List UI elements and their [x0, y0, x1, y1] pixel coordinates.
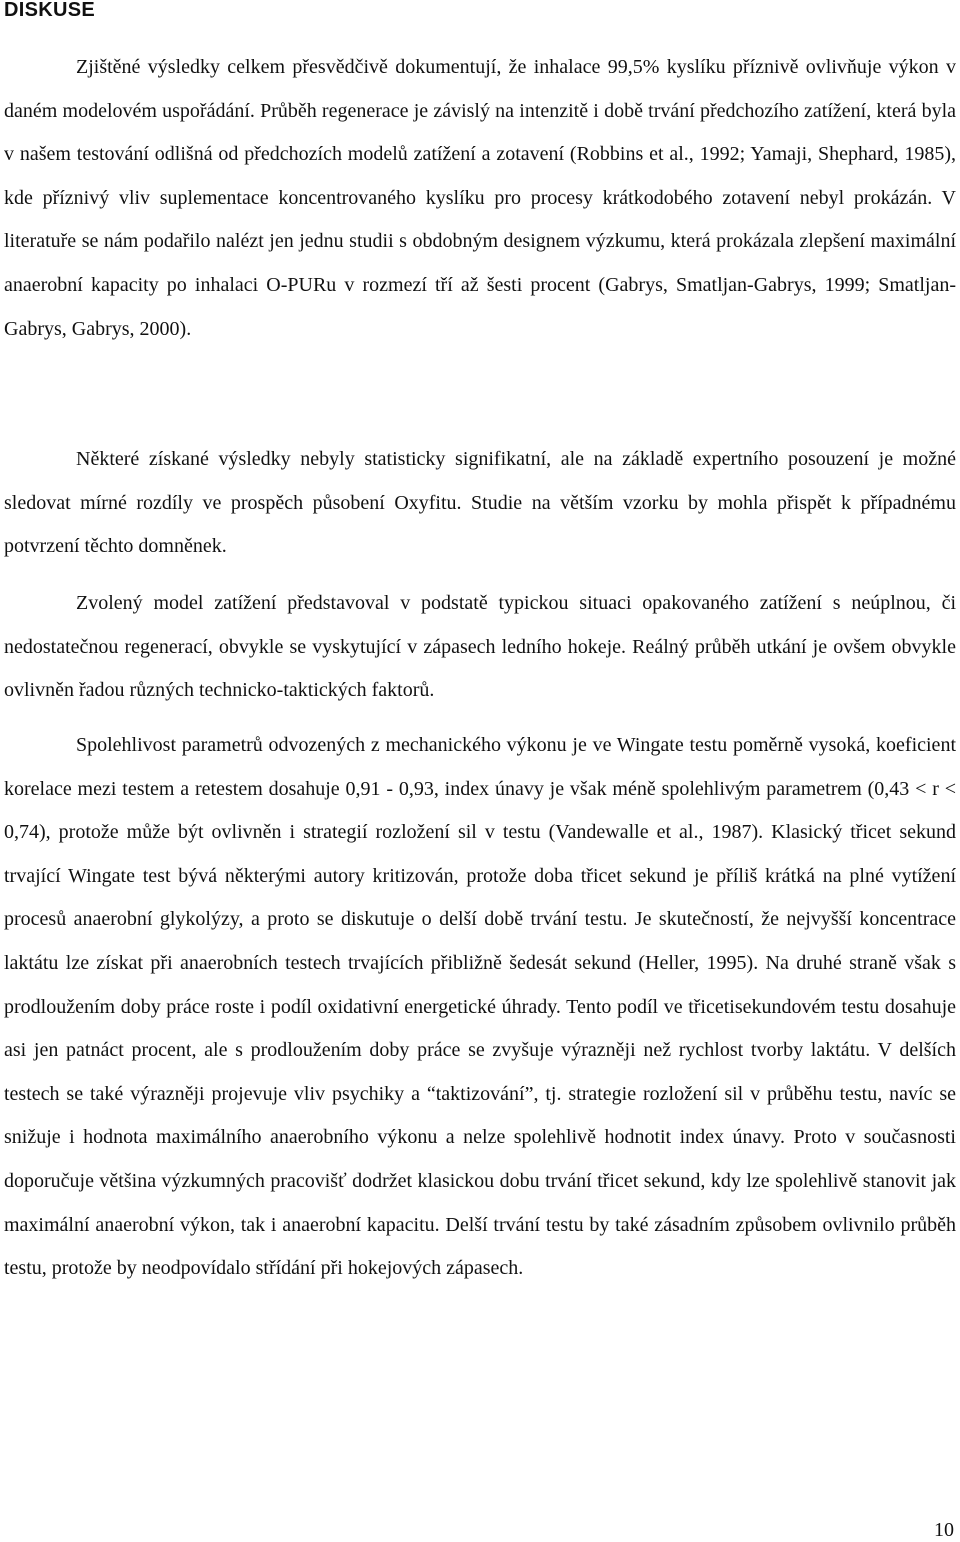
paragraph-significance: Některé získané výsledky nebyly statisticky signifikatní, ale na základě expertního posouzení je možné sledovat mírné rozdíly ve prospěch působení Oxyfitu. Studie na větším vzorku by mohla přispět k případnému potvrzení těchto domněnek. — [4, 448, 956, 558]
section-heading: DISKUSE — [4, 0, 96, 21]
paragraph-wingate-reliability: Spolehlivost parametrů odvozených z mechanického výkonu je ve Wingate testu poměrně vysoká, koeficient korelace mezi testem a retestem dosahuje 0,91 - 0,93, index únavy je však méně spolehlivým parametrem (0,43 < r < 0,74), protože může být ovlivněn i strategií rozložení sil v testu (Vandewalle et al., 1987). Klasický třicet sekund trvající Wingate test bývá některými autory kritizován, protože doba třicet sekund je příliš krátká na plné vytížení procesů anaerobní glykolýzy, a proto se diskutuje o delší době trvání testu. Je skutečností, že nejvyšší koncentrace laktátu lze získat při anaerobních testech trvajících přibližně šedesát sekund (Heller, 1995). Na druhé straně však s prodloužením doby práce roste i podíl oxidativní energetické úhrady. Tento podíl ve třicetisekundovém testu dosahuje asi jen patnáct procent, ale s prodloužením doby práce se zvyšuje výrazněji než rychlost tvorby laktátu. V delších testech se také výrazněji projevuje vliv psychiky a “taktizování”, tj. strategie rozložení sil v průběhu testu, navíc se snižuje i hodnota maximálního anaerobního výkonu a nelze spolehlivě hodnotit index únavy. Proto v současnosti doporučuje většina výzkumných pracovišť dodržet klasickou dobu trvání třicet sekund, kdy lze spolehlivě stanovit jak maximální anaerobní výkon, tak i anaerobní kapacitu. Delší trvání testu by také zásadním způsobem ovlivnilo průběh testu, protože by neodpovídalo střídání při hokejových zápasech. — [4, 734, 956, 1280]
paragraph-results-discussion: Zjištěné výsledky celkem přesvědčivě dokumentují, že inhalace 99,5% kyslíku příznivě ovlivňuje výkon v daném modelovém uspořádání. Průběh regenerace je závislý na intenzitě i době trvání předchozího zatížení, která byla v našem testování odlišná od předchozích modelů zatížení a zotavení (Robbins et al., 1992; Yamaji, Shephard, 1985), kde příznivý vliv suplementace koncentrovaného kyslíku pro procesy krátkodobého zotavení nebyl prokázán. V literatuře se nám podařilo nalézt jen jednu studii s obdobným designem výzkumu, která prokázala zlepšení maximální anaerobní kapacity po inhalaci O-PURu v rozmezí tří až šesti procent (Gabrys, Smatljan-Gabrys, 1999; Smatljan-Gabrys, Gabrys, 2000). — [4, 56, 956, 340]
paragraph-load-model: Zvolený model zatížení představoval v podstatě typickou situaci opakovaného zatížení s neúplnou, či nedostatečnou regenerací, obvykle se vyskytující v zápasech ledního hokeje. Reálný průběh utkání je ovšem obvykle ovlivněn řadou různých technicko-taktických faktorů. — [4, 592, 956, 702]
page-number: 10 — [934, 1519, 954, 1541]
